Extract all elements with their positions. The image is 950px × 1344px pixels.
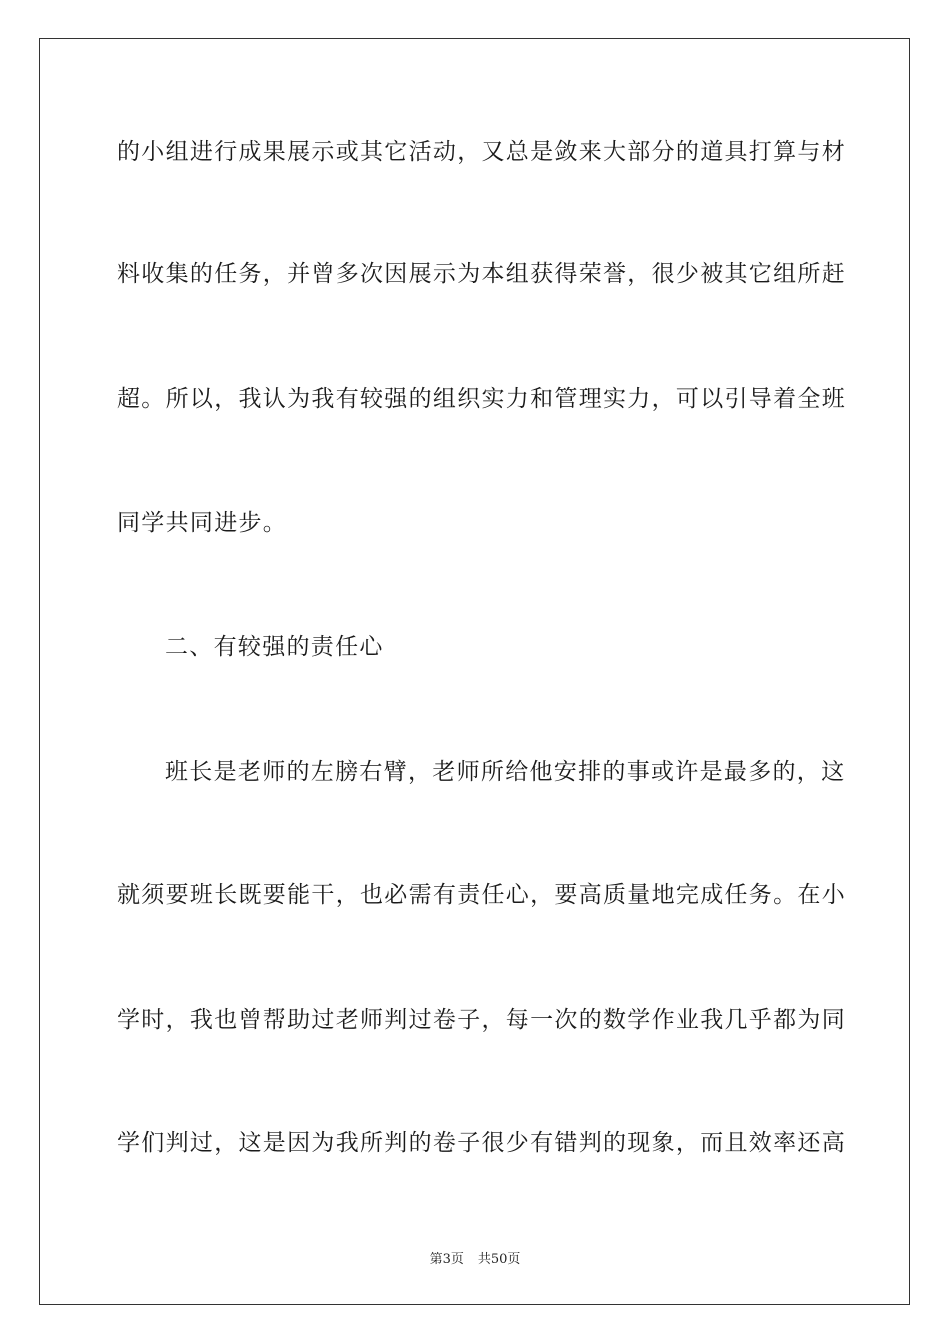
- page-footer: [0, 1248, 950, 1267]
- paragraph-line-5: 班长是老师的左膀右臂，老师所给他安排的事或许是最多的，这: [165, 759, 846, 785]
- paragraph-line-3: 超。所以，我认为我有较强的组织实力和管理实力，可以引导着全班: [117, 386, 846, 412]
- page-total: 共50页: [477, 1252, 521, 1267]
- paragraph-line-8: 学们判过，这是因为我所判的卷子很少有错判的现象，而且效率还高: [117, 1130, 846, 1156]
- paragraph-line-1: 的小组进行成果展示或其它活动，又总是敛来大部分的道具打算与材: [117, 139, 846, 165]
- paragraph-line-4: 同学共同进步。: [117, 510, 288, 536]
- page-number: 第3页: [429, 1252, 464, 1267]
- page-border: [39, 38, 910, 1305]
- paragraph-line-7: 学时，我也曾帮助过老师判过卷子，每一次的数学作业我几乎都为同: [117, 1007, 846, 1033]
- paragraph-line-6: 就须要班长既要能干，也必需有责任心，要高质量地完成任务。在小: [117, 882, 846, 908]
- paragraph-line-2: 料收集的任务，并曾多次因展示为本组获得荣誉，很少被其它组所赶: [117, 261, 846, 287]
- section-heading: 二、有较强的责任心: [165, 634, 384, 660]
